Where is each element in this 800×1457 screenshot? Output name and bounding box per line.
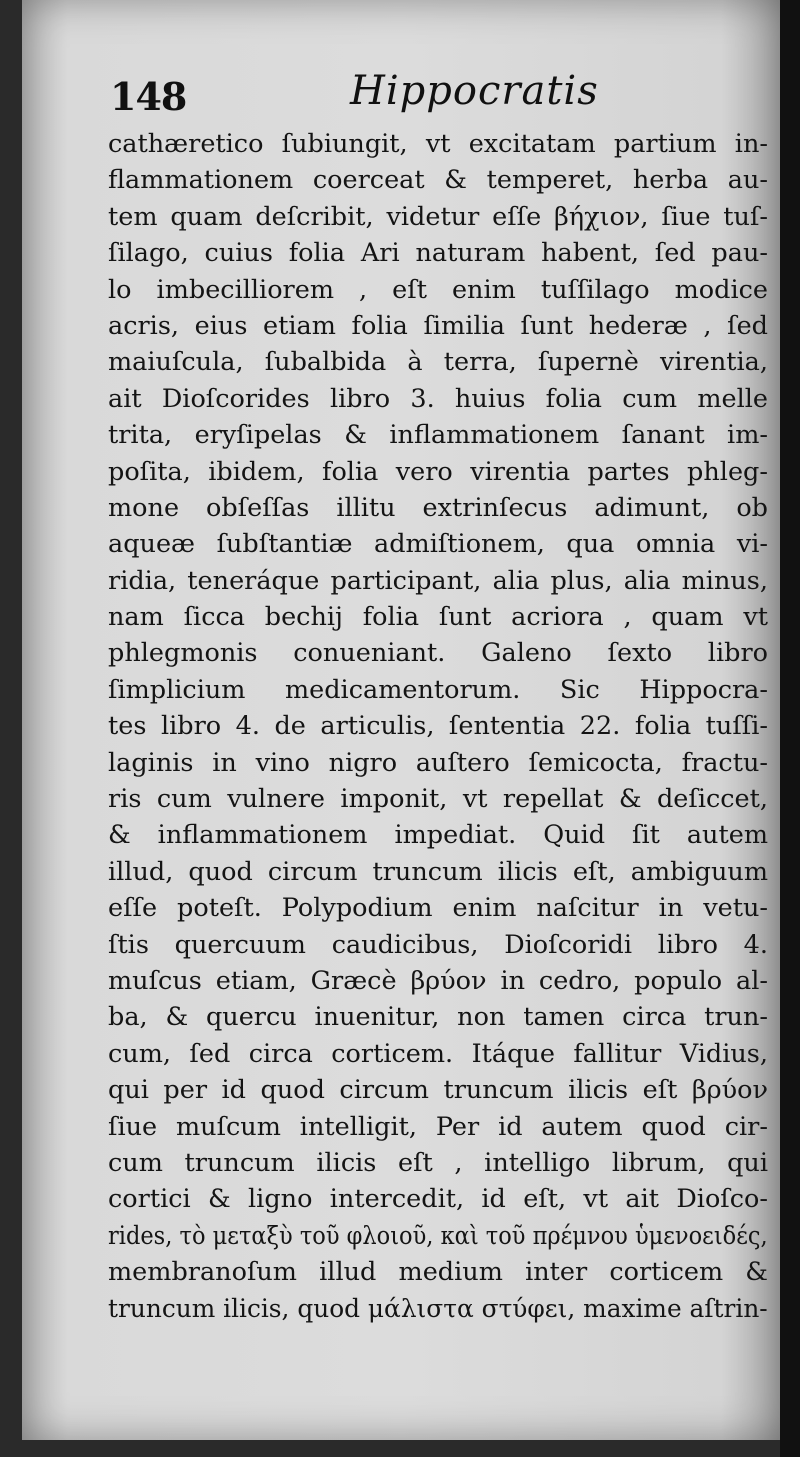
text-line: lo imbecilliorem , eſt enim tuſſilago modice [108,274,768,305]
text-line: membranoſum illud medium inter corticem & [108,1257,768,1288]
text-line: cortici & ligno intercedit, id eſt, vt ait Dioſco- [108,1184,768,1215]
page-header [110,68,750,124]
text-line: illud, quod circum truncum ilicis eſt, ambiguum [108,856,768,887]
text-line: & inflammationem impediat. Quid ſit autem [108,820,768,851]
page-edge-shadow [780,0,800,1457]
text-line: ſimplicium medicamentorum. Sic Hippocra- [108,674,768,705]
text-line: ſtis quercuum caudicibus, Dioſcoridi libro 4. [108,929,768,960]
text-line: tem quam deſcribit, videtur eſſe βήχιον, ſiue tuſ- [108,201,768,232]
text-line: poſita, ibidem, folia vero virentia partes phleg- [108,456,768,487]
text-line: cum truncum ilicis eſt , intelligo librum, qui [108,1147,768,1178]
text-line: flammationem coerceat & temperet, herba au- [108,165,768,196]
text-line: acris, eius etiam folia ſimilia ſunt hederæ , ſed [108,310,768,341]
text-line: phlegmonis conueniant. Galeno ſexto libro [108,638,768,669]
text-line: ridia, teneráque participant, alia plus, alia minus, [108,565,768,596]
text-line: laginis in vino nigro auſtero ſemicocta, fractu- [108,747,768,778]
text-line: ſilago, cuius folia Ari naturam habent, ſed pau- [108,238,768,269]
page-number: 148 [110,74,187,119]
text-line: cathæretico ſubiungit, vt excitatam partium in- [108,129,768,159]
text-line: mone obſeſſas illitu extrinſecus adimunt, ob [108,492,768,523]
text-line: cum, ſed circa corticem. Itáque fallitur Vidius, [108,1038,768,1069]
body-text [108,126,768,1327]
text-line: nam ſicca bechij folia ſunt acriora , quam vt [108,602,768,633]
text-line: muſcus etiam, Græcè βρύον in cedro, populo al- [108,965,768,996]
text-line: ait Dioſcorides libro 3. huius folia cum melle [108,383,768,414]
text-line: ſiue muſcum intelligit, Per id autem quod cir- [108,1111,768,1142]
text-line: ba, & quercu inuenitur, non tamen circa trun- [108,1002,768,1033]
text-line: rides, τὸ μεταξὺ τοῦ φλοιοῦ, καὶ τοῦ πρέμνου ὑμενοειδές, [108,1220,768,1251]
text-line: ris cum vulnere imponit, vt repellat & deſiccet, [108,784,768,815]
running-title: Hippocratis [350,68,599,114]
text-line: eſſe poteſt. Polypodium enim naſcitur in vetu- [108,893,768,924]
text-line: truncum ilicis, quod μάλιστα στύφει, maxime aſtrin- [108,1293,768,1324]
text-line: tes libro 4. de articulis, ſententia 22. folia tuſſi- [108,711,768,742]
text-line: maiuſcula, ſubalbida à terra, ſupernè virentia, [108,347,768,378]
text-line: qui per id quod circum truncum ilicis eſt βρύον [108,1075,768,1106]
text-line: aqueæ ſubſtantiæ admiſtionem, qua omnia vi- [108,529,768,560]
text-line: trita, eryſipelas & inflammationem ſanant im- [108,420,768,451]
